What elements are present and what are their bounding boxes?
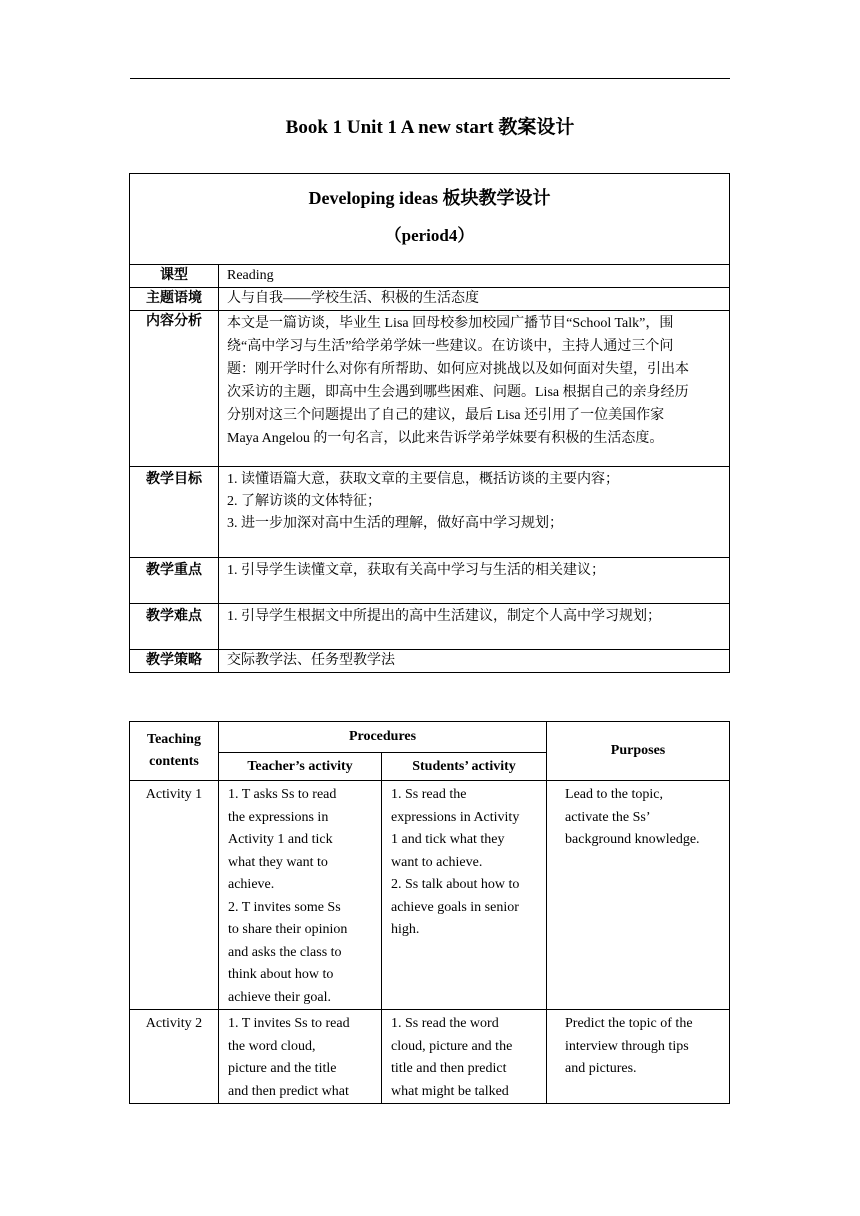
students-activity-header: Students’ activity — [382, 753, 547, 781]
table-row — [130, 650, 730, 673]
table-row — [130, 311, 730, 467]
period-label: （period4） — [384, 226, 475, 245]
row-label: 教学目标 — [130, 467, 219, 558]
procedures-table — [129, 721, 730, 1104]
teaching-strategy: 交际教学法、任务型教学法 — [219, 650, 730, 673]
students-activity-cell: 1. Ss read the expressions in Activity 1 and tick what they want to achieve. 2. Ss talk about how to achieve goals in senior high. — [382, 781, 547, 1010]
table-row — [130, 467, 730, 558]
purpose-cell: Lead to the topic, activate the Ss’ background knowledge. — [547, 781, 730, 1010]
teacher-activity-header: Teacher’s activity — [219, 753, 382, 781]
row-label: 教学重点 — [130, 558, 219, 604]
table-row — [130, 558, 730, 604]
table-heading-cell — [130, 174, 730, 265]
activity-label: Activity 2 — [130, 1010, 219, 1104]
teaching-objectives: 1. 读懂语篇大意，获取文章的主要信息，概括访谈的主要内容； 2. 了解访谈的文体特征； 3. 进一步加深对高中生活的理解，做好高中学习规划； — [219, 467, 730, 558]
row-label: 内容分析 — [130, 311, 219, 467]
row-label: 课型 — [130, 265, 219, 288]
document-title: Book 1 Unit 1 A new start 教案设计 — [285, 117, 575, 138]
table-row — [130, 604, 730, 650]
table-row — [130, 1010, 730, 1104]
teaching-contents-header: Teaching contents — [130, 722, 219, 781]
section-heading: Developing ideas 板块教学设计 — [308, 188, 551, 208]
table-header-row — [130, 722, 730, 753]
content-analysis: 本文是一篇访谈，毕业生 Lisa 回母校参加校园广播节目“School Talk”，围 绕“高中学习与生活”给学弟学妹一些建议。在访谈中，主持人通过三个问 题：刚开学时什么对你有所帮助、如何应对挑战以及如何面对失望，引出本 次采访的主题，即高中生会遇到哪些困难、问题。Lisa 根据自己的亲身经历 分别对这三个问题提出了自己的建议，最后 Lisa 还引用了一位美国作家 Maya Angelou 的一句名言，以此来告诉学弟学妹要有积极的生活态度。 — [219, 311, 730, 467]
teacher-activity-cell: 1. T invites Ss to read the word cloud, picture and the title and then predict what — [219, 1010, 382, 1104]
teaching-focus: 1. 引导学生读懂文章，获取有关高中学习与生活的相关建议； — [219, 558, 730, 604]
row-label: 教学难点 — [130, 604, 219, 650]
teacher-activity-cell: 1. T asks Ss to read the expressions in Activity 1 and tick what they want to achieve. 2. T invites some Ss to share their opinion and asks the class to think about how to achieve their goal. — [219, 781, 382, 1010]
students-activity-cell: 1. Ss read the word cloud, picture and the title and then predict what might be talked — [382, 1010, 547, 1104]
table-row — [130, 288, 730, 311]
row-value: 人与自我——学校生活、积极的生活态度 — [219, 288, 730, 311]
row-value: Reading — [219, 265, 730, 288]
purposes-header: Purposes — [547, 722, 730, 781]
table-row — [130, 265, 730, 288]
procedures-header: Procedures — [219, 722, 547, 753]
row-label: 主题语境 — [130, 288, 219, 311]
purpose-cell: Predict the topic of the interview through tips and pictures. — [547, 1010, 730, 1104]
teaching-difficulty: 1. 引导学生根据文中所提出的高中生活建议，制定个人高中学习规划； — [219, 604, 730, 650]
lesson-overview-table — [129, 173, 730, 673]
row-label: 教学策略 — [130, 650, 219, 673]
activity-label: Activity 1 — [130, 781, 219, 1010]
header-rule — [130, 78, 730, 79]
table-row — [130, 781, 730, 1010]
table-row — [130, 174, 730, 265]
